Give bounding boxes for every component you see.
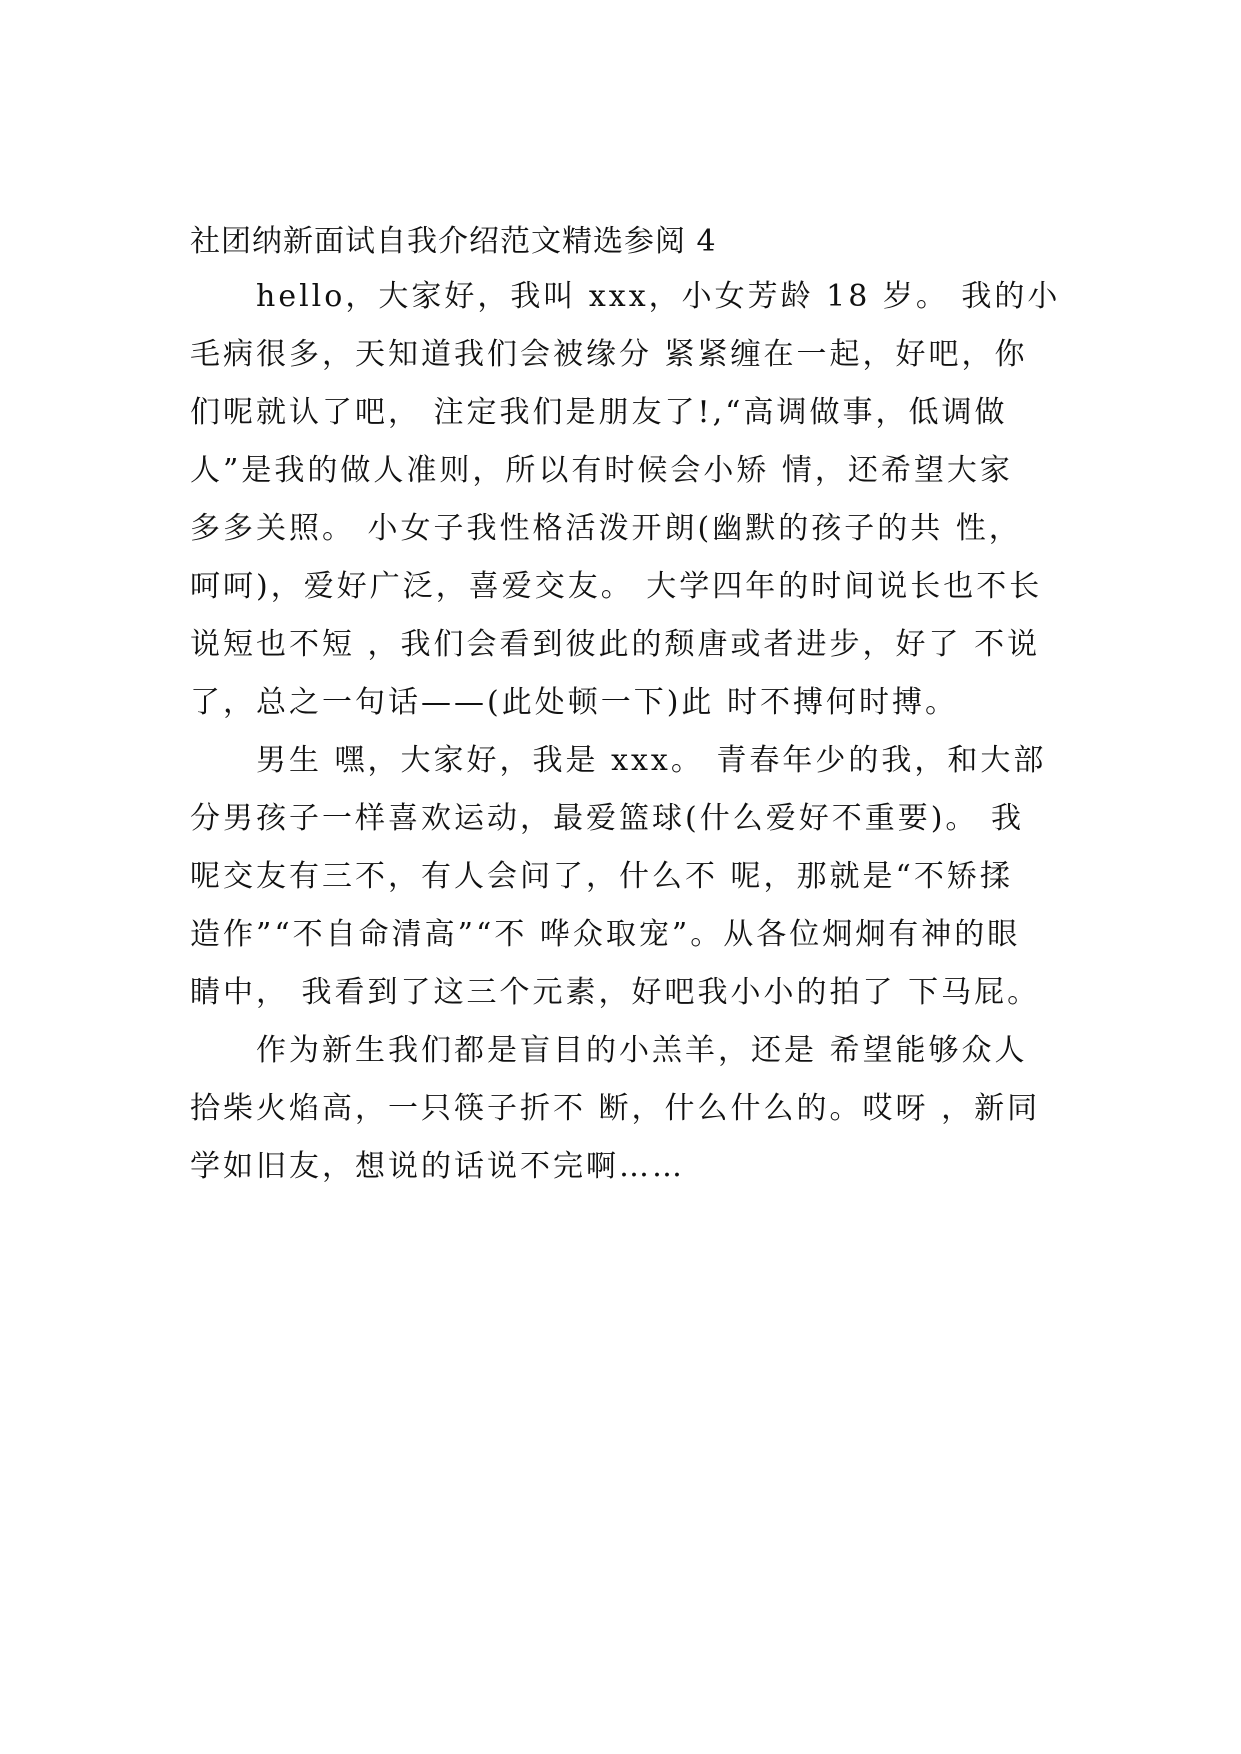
document-title: 社团纳新面试自我介绍范文精选参阅 4 (190, 224, 717, 259)
paragraph-2 (190, 732, 1050, 1022)
paragraph-line: 睛中， 我看到了这三个元素，好吧我小小的拍了 下马屁。 (190, 975, 1041, 1010)
document-body (190, 222, 1061, 1196)
paragraph-line: 们呢就认了吧， 注定我们是朋友了!,“高调做事，低调做 (190, 395, 1008, 430)
paragraph-line: 呵呵)，爱好广泛，喜爱交友。 大学四年的时间说长也不长 (190, 569, 1043, 604)
paragraph-line: 了，总之一句话——(此处顿一下)此 时不搏何时搏。 (190, 685, 958, 720)
paragraph-line: 说短也不短 ，我们会看到彼此的颓唐或者进步，好了 不说 (190, 627, 1041, 662)
paragraph-1 (190, 268, 1061, 732)
paragraph-line: 作为新生我们都是盲目的小羔羊，还是 希望能够众人 (256, 1033, 1028, 1068)
paragraph-line: 人”是我的做人准则，所以有时候会小矫 情，还希望大家 (190, 453, 1013, 488)
paragraph-line: hello，大家好，我叫 xxx，小女芳龄 18 岁。 我的小 (256, 279, 1061, 314)
paragraph-line: 多多关照。 小女子我性格活泼开朗(幽默的孩子的共 性， (190, 511, 1022, 546)
paragraph-line: 拾柴火焰高，一只筷子折不 断，什么什么的。哎呀 ，新同 (190, 1091, 1041, 1126)
paragraph-line: 分男孩子一样喜欢运动，最爱篮球(什么爱好不重要)。 我 (190, 801, 1024, 836)
paragraph-line: 男生 嘿，大家好，我是 xxx。 青春年少的我，和大部 (256, 743, 1047, 778)
paragraph-line: 呢交友有三不，有人会问了，什么不 呢，那就是“不矫揉 (190, 859, 1013, 894)
paragraph-line: 毛病很多，天知道我们会被缘分 紧紧缠在一起，好吧，你 (190, 337, 1028, 372)
paragraph-line: 学如旧友，想说的话说不完啊…… (190, 1149, 685, 1184)
paragraph-line: 造作”“不自命清高”“不 哗众取宠”。从各位炯炯有神的眼 (190, 917, 1021, 952)
paragraph-3 (190, 1022, 1050, 1196)
